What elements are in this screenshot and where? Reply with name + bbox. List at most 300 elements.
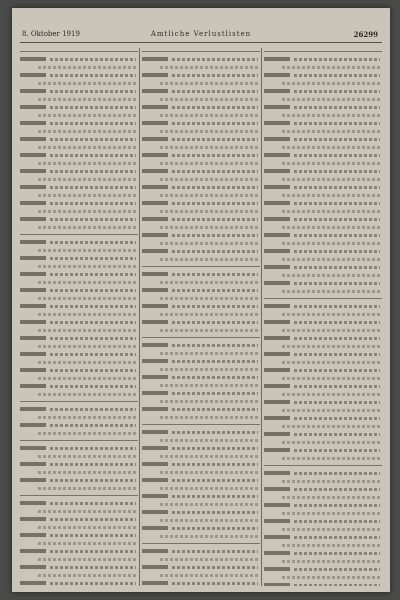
entry-text [50,447,136,450]
list-item [264,208,382,215]
entry-name [142,249,168,253]
entry-name [264,249,290,253]
section-heading [142,266,260,269]
entry-text [294,536,380,539]
entry-text [294,186,380,189]
entry-name [142,375,168,379]
entry-text [282,576,380,579]
entry-text [282,528,380,531]
entry-text [38,82,136,85]
entry-name [20,549,46,553]
list-item [142,445,260,452]
list-item [142,271,260,278]
entry-name [264,400,290,404]
list-item [264,478,382,485]
list-item [20,184,138,191]
list-item [264,319,382,326]
list-item [142,572,260,579]
list-item [20,247,138,254]
entry-text [282,290,380,293]
list-item [264,558,382,565]
section-heading [264,298,382,301]
entry-name [264,384,290,388]
entry-name [142,526,168,530]
list-item [264,518,382,525]
entry-text [38,558,136,561]
entry-name [142,201,168,205]
entry-text [172,138,258,141]
list-item [264,184,382,191]
section-heading [264,465,382,468]
entry-name [20,462,46,466]
list-item [20,453,138,460]
entry-name [20,240,46,244]
entry-text [172,511,258,514]
entry-text [50,353,136,356]
entry-text [38,265,136,268]
entry-text [160,281,258,284]
entry-name [142,391,168,395]
entry-text [172,392,258,395]
list-item [20,271,138,278]
entry-text [294,305,380,308]
list-item [20,548,138,555]
list-item [264,423,382,430]
list-item [142,548,260,555]
list-item [142,184,260,191]
list-item [142,128,260,135]
list-item [264,526,382,533]
entry-name [142,272,168,276]
list-item [142,374,260,381]
list-item [20,461,138,468]
entry-text [282,393,380,396]
entry-text [50,202,136,205]
entry-text [172,74,258,77]
list-item [264,343,382,350]
list-item [142,406,260,413]
section-heading [20,495,138,498]
list-item [264,486,382,493]
entry-name [20,153,46,157]
list-item [142,287,260,294]
list-item [264,439,382,446]
list-item [20,104,138,111]
list-item [142,120,260,127]
entry-text [50,257,136,260]
list-item [264,80,382,87]
entry-text [294,90,380,93]
list-item [264,534,382,541]
list-item [142,144,260,151]
entry-name [142,462,168,466]
entry-text [282,496,380,499]
list-item [142,88,260,95]
entry-text [172,305,258,308]
list-item [142,80,260,87]
entry-text [294,337,380,340]
list-item [264,56,382,63]
list-item [142,437,260,444]
entry-text [50,170,136,173]
entry-text [38,542,136,545]
entry-name [264,519,290,523]
entry-name [142,494,168,498]
entry-name [142,407,168,411]
entry-text [160,82,258,85]
entry-text [172,431,258,434]
entry-text [172,202,258,205]
entry-text [294,417,380,420]
entry-name [264,121,290,125]
column-divider [139,48,140,586]
list-item [142,136,260,143]
entry-text [172,463,258,466]
list-item [20,112,138,119]
list-item [264,566,382,573]
entry-name [20,581,46,585]
entry-text [282,457,380,460]
entry-text [282,274,380,277]
list-item [264,407,382,414]
list-item [264,256,382,263]
entry-text [38,313,136,316]
list-item [20,160,138,167]
entry-text [38,130,136,133]
entry-name [20,256,46,260]
entry-text [50,534,136,537]
list-item [20,335,138,342]
entry-text [160,114,258,117]
list-item [142,533,260,540]
list-item [142,350,260,357]
entry-text [160,574,258,577]
section-heading [20,51,138,54]
entry-name [264,336,290,340]
list-item [264,128,382,135]
list-item [142,382,260,389]
entry-text [282,441,380,444]
list-item [20,208,138,215]
entry-name [264,233,290,237]
list-item [264,264,382,271]
list-item [142,112,260,119]
section-heading [142,543,260,546]
list-item [20,485,138,492]
entry-text [160,258,258,261]
entry-name [264,487,290,491]
entry-text [38,510,136,513]
entry-text [294,353,380,356]
list-item [20,430,138,437]
entry-text [50,305,136,308]
list-item [264,383,382,390]
list-item [20,367,138,374]
entry-name [142,217,168,221]
entry-text [38,66,136,69]
entry-text [172,408,258,411]
entry-text [160,162,258,165]
list-item [142,327,260,334]
list-item [20,524,138,531]
list-item [20,359,138,366]
entry-name [264,416,290,420]
entry-name [142,57,168,61]
entry-name [264,169,290,173]
list-item [142,279,260,286]
entry-name [20,352,46,356]
list-item [142,240,260,247]
entry-text [38,526,136,529]
list-item [142,248,260,255]
entry-text [294,282,380,285]
header-title: Amtliche Verlustlisten [150,30,252,38]
list-item [20,572,138,579]
entry-text [282,130,380,133]
entry-text [38,377,136,380]
list-item [264,288,382,295]
entry-text [172,106,258,109]
list-item [142,72,260,79]
list-item [142,580,260,586]
entry-name [142,320,168,324]
list-item [264,415,382,422]
list-item [20,128,138,135]
entry-text [294,234,380,237]
list-item [20,72,138,79]
list-item [20,279,138,286]
list-item [264,248,382,255]
entry-text [172,479,258,482]
entry-name [264,137,290,141]
column-divider [261,48,262,586]
list-item [20,540,138,547]
entry-text [282,544,380,547]
entry-text [160,313,258,316]
entry-text [50,321,136,324]
list-item [142,200,260,207]
entry-text [50,122,136,125]
entry-text [38,114,136,117]
entry-text [294,385,380,388]
entry-text [160,503,258,506]
entry-text [160,439,258,442]
list-item [142,224,260,231]
list-item [20,239,138,246]
entry-text [50,463,136,466]
entry-text [282,258,380,261]
entry-name [142,73,168,77]
list-item [264,542,382,549]
entry-name [142,581,168,585]
entry-text [160,98,258,101]
list-item [142,192,260,199]
list-item [142,96,260,103]
list-item [264,311,382,318]
entry-name [142,510,168,514]
entry-name [142,137,168,141]
list-item [264,510,382,517]
list-item [142,469,260,476]
entry-text [160,487,258,490]
entry-text [50,74,136,77]
list-item [20,351,138,358]
entry-text [294,449,380,452]
list-item [264,359,382,366]
entry-name [264,185,290,189]
entry-name [20,423,46,427]
list-item [264,216,382,223]
list-item [142,556,260,563]
entry-text [38,416,136,419]
entry-text [282,560,380,563]
list-item [264,303,382,310]
entry-text [160,194,258,197]
entry-name [20,105,46,109]
list-item [142,461,260,468]
entry-text [294,170,380,173]
list-item [20,343,138,350]
list-item [142,256,260,263]
list-item [264,375,382,382]
list-item [142,342,260,349]
entry-text [160,226,258,229]
list-item [142,176,260,183]
entry-text [294,202,380,205]
entry-text [294,154,380,157]
entry-name [264,368,290,372]
entry-text [50,582,136,585]
entry-text [294,520,380,523]
entry-text [172,447,258,450]
entry-text [172,376,258,379]
entry-text [50,90,136,93]
list-item [20,319,138,326]
entry-name [20,201,46,205]
entry-name [20,501,46,505]
entry-name [20,288,46,292]
entry-text [172,170,258,173]
list-item [142,311,260,318]
entry-name [264,320,290,324]
entry-name [264,57,290,61]
list-item [264,176,382,183]
entry-text [160,368,258,371]
entry-name [142,549,168,553]
entry-name [20,121,46,125]
list-item [264,200,382,207]
entry-text [172,273,258,276]
entry-name [142,478,168,482]
list-item [264,470,382,477]
list-item [20,287,138,294]
entry-text [282,194,380,197]
list-item [20,445,138,452]
entry-name [264,281,290,285]
list-item [264,232,382,239]
entry-text [282,377,380,380]
entry-name [264,583,290,586]
entry-text [38,194,136,197]
entry-text [172,234,258,237]
list-item [142,485,260,492]
entry-text [38,162,136,165]
entry-text [294,369,380,372]
list-item [142,366,260,373]
entry-text [282,345,380,348]
entry-name [20,137,46,141]
entry-name [142,359,168,363]
list-item [20,469,138,476]
list-item [20,477,138,484]
entry-name [142,233,168,237]
list-item [20,64,138,71]
list-item [264,550,382,557]
list-item [142,477,260,484]
entry-text [160,329,258,332]
entry-text [282,114,380,117]
list-item [142,216,260,223]
list-item [20,56,138,63]
entry-name [20,407,46,411]
list-item [20,120,138,127]
list-item [142,390,260,397]
entry-text [160,242,258,245]
list-item [20,556,138,563]
entry-text [160,66,258,69]
entry-text [172,344,258,347]
list-item [20,303,138,310]
entry-name [20,304,46,308]
list-item [264,152,382,159]
list-item [142,160,260,167]
entry-text [160,400,258,403]
list-item [20,255,138,262]
entry-text [50,408,136,411]
entry-text [282,226,380,229]
entry-text [50,273,136,276]
entry-text [50,518,136,521]
entry-name [20,446,46,450]
entry-text [282,98,380,101]
entry-name [264,432,290,436]
entry-text [50,566,136,569]
entry-text [38,432,136,435]
entry-text [172,218,258,221]
entry-text [38,297,136,300]
entry-text [172,90,258,93]
entry-name [142,153,168,157]
entry-text [282,409,380,412]
list-item [20,580,138,586]
list-item [142,414,260,421]
entry-text [160,416,258,419]
entry-name [264,73,290,77]
entry-text [282,210,380,213]
entry-text [50,369,136,372]
list-item [20,216,138,223]
entry-text [294,433,380,436]
list-item [20,96,138,103]
entry-text [38,361,136,364]
list-item [264,399,382,406]
entry-text [172,250,258,253]
list-item [20,383,138,390]
entry-text [50,138,136,141]
list-item [142,358,260,365]
entry-text [172,360,258,363]
list-item [142,509,260,516]
